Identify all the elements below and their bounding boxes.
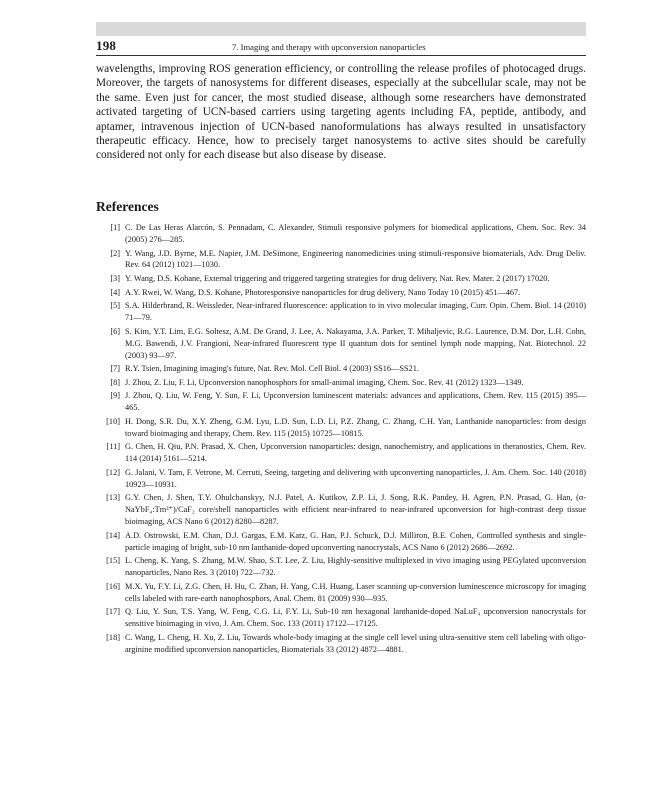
reference-item xyxy=(96,416,586,440)
running-title: 7. Imaging and therapy with upconversion nanoparticles xyxy=(232,42,426,52)
reference-text: L. Cheng, K. Yang, S. Zhang, M.W. Shao, S.T. Lee, Z. Liu, Highly-sensitive multiplexed in vivo imaging using PEGylated upconversion nanoparticles, Nano Res. 3 (2010) 722—732. xyxy=(125,556,586,578)
reference-number: [14] xyxy=(106,530,120,540)
reference-text: Q. Liu, Y. Sun, T.S. Yang, W. Feng, C.G. Li, F.Y. Li, Sub-10 nm hexagonal lanthanide-doped NaLuF₄ upconversion nanocrystals for sensitive bioimaging in vivo, J. Am. Chem. Soc. 133 (2011) 17122—17125. xyxy=(125,607,586,629)
reference-list xyxy=(96,222,586,657)
reference-number: [18] xyxy=(106,632,120,642)
reference-text: R.Y. Tsien, Imagining imaging's future, Nat. Rev. Mol. Cell Biol. 4 (2003) SS16—SS21. xyxy=(125,364,419,374)
reference-number: [3] xyxy=(110,274,120,283)
reference-item xyxy=(96,390,586,414)
reference-item xyxy=(96,632,586,656)
reference-number: [13] xyxy=(106,493,120,503)
reference-item xyxy=(96,530,586,554)
reference-text: G.Y. Chen, J. Shen, T.Y. Ohulchanskyy, N.J. Patel, A. Kutikov, Z.P. Li, J. Song, R.K. Pandey, H. Agren, P.N. Prasad, G. Han, (α-NaYbF₄:Tm³⁺)/CaF₂ core/shell nanoparticles with efficient near-infrared to near-infrared upconversion for high-contrast deep tissue bioimaging, ACS Nano 6 (2012) 8280—8287. xyxy=(125,493,586,527)
reference-number: [11] xyxy=(106,442,120,452)
reference-text: A.D. Ostrowski, E.M. Chan, D.J. Gargas, E.M. Katz, G. Han, P.J. Schuck, D.J. Milliron, B.E. Cohen, Controlled synthesis and single-particle imaging of bright, sub-10 nm lanthanide-doped upconverting nanocrystals, ACS Nano 6 (2012) 2686—2692. xyxy=(125,530,586,552)
header-bar xyxy=(96,22,586,36)
reference-number: [6] xyxy=(110,326,120,336)
reference-item xyxy=(96,467,586,491)
header-divider xyxy=(96,55,586,56)
reference-number: [4] xyxy=(110,287,120,297)
reference-number: [12] xyxy=(106,467,120,477)
reference-text: S. Kim, Y.T. Lim, E.G. Soltesz, A.M. De Grand, J. Lee, A. Nakayama, J.A. Parker, T. Mihaljevic, R.G. Laurence, D.M. Dor, L.H. Cohn, M.G. Bawendi, J.V. Frangioni, Near-infrared fluorescent type II quantum dots for sentinel lymph node mapping, Nat. Biotechnol. 22 (2003) 93—97. xyxy=(125,326,586,360)
reference-item xyxy=(96,377,586,389)
reference-text: S.A. Hilderbrand, R. Weissleder, Near-infrared fluorescence: application to in vivo molecular imaging, Curr. Opin. Chem. Biol. 14 (2010) 71—79. xyxy=(125,301,586,323)
reference-item xyxy=(96,441,586,465)
reference-number: [17] xyxy=(106,607,120,617)
reference-text: C. De Las Heras Alarcón, S. Pennadam, C. Alexander, Stimuli responsive polymers for biomedical applications, Chem. Soc. Rev. 34 (2005) 276—285. xyxy=(125,223,586,244)
reference-item xyxy=(96,326,586,362)
reference-number: [8] xyxy=(110,377,120,387)
references-heading: References xyxy=(96,199,159,214)
reference-number: [9] xyxy=(110,391,120,401)
reference-item xyxy=(96,363,586,375)
reference-text: Y. Wang, J.D. Byrne, M.E. Napier, J.M. DeSimone, Engineering nanomedicines using stimuli-responsive biomaterials, Adv. Drug Deliv. Rev. 64 (2012) 1021—1030. xyxy=(125,248,586,270)
reference-text: H. Dong, S.R. Du, X.Y. Zheng, G.M. Lyu, L.D. Sun, L.D. Li, P.Z. Zhang, C. Zhang, C.H. Yan, Lanthanide nanoparticles: from design toward bioimaging and therapy, Chem. Rev. 115 (2015) 10725—10815. xyxy=(125,416,586,438)
reference-text: G. Chen, H. Qiu, P.N. Prasad, X. Chen, Upconversion nanoparticles: design, nanochemistry, and applications in theranostics, Chem. Rev. 114 (2014) 5161—5214. xyxy=(125,442,586,464)
reference-text: M.X. Yu, F.Y. Li, Z.G. Chen, H. Hu, C. Zhan, H. Yang, C.H. Huang, Laser scanning up-conversion luminescence microscopy for imaging cells labeled with rare-earth nanophosphors, Anal. Chem. 81 (2009) 930—935. xyxy=(125,581,586,603)
reference-item xyxy=(96,287,586,299)
reference-item xyxy=(96,492,586,528)
reference-item xyxy=(96,300,586,324)
page-number: 198 xyxy=(96,38,117,53)
reference-item xyxy=(96,273,586,285)
reference-number: [5] xyxy=(110,301,120,311)
reference-text: G. Jalani, V. Tam, F. Vetrone, M. Cerruti, Seeing, targeting and delivering with upconverting nanoparticles, J. Am. Chem. Soc. 140 (2018) 10923—10931. xyxy=(125,467,586,489)
reference-number: [15] xyxy=(106,556,120,566)
reference-item xyxy=(96,606,586,630)
reference-number: [10] xyxy=(106,416,120,426)
reference-item xyxy=(96,581,586,605)
reference-text: A.Y. Rwei, W. Wang, D.S. Kohane, Photoresponsive nanoparticles for drug delivery, Nano Today 10 (2015) 451—467. xyxy=(125,287,521,297)
reference-text: C. Wang, L. Cheng, H. Xu, Z. Liu, Towards whole-body imaging at the single cell level using ultra-sensitive stem cell labeling with oligo-arginine modified upconversion nanoparticles, Biomaterials 33 (2012) 4872—4881. xyxy=(125,632,586,654)
reference-number: [16] xyxy=(106,581,120,591)
reference-text: Y. Wang, D.S. Kohane, External triggering and triggered targeting strategies for drug delivery, Nat. Rev. Mater. 2 (2017) 17020. xyxy=(125,274,550,283)
reference-number: [2] xyxy=(110,248,120,258)
reference-item xyxy=(96,248,586,272)
reference-number: [7] xyxy=(110,364,120,374)
reference-text: J. Zhou, Q. Liu, W. Feng, Y. Sun, F. Li, Upconversion luminescent materials: advances and applications, Chem. Rev. 115 (2015) 395—465. xyxy=(125,391,586,413)
reference-number: [1] xyxy=(110,223,120,232)
reference-item xyxy=(96,555,586,579)
reference-text: J. Zhou, Z. Liu, F. Li, Upconversion nanophosphors for small-animal imaging, Chem. Soc. Rev. 41 (2012) 1323—1349. xyxy=(125,377,524,387)
body-paragraph: wavelengths, improving ROS generation efficiency, or controlling the release profiles of photocaged drugs. Moreover, the targets of nanosystems for different diseases, especially at the subcellular scale, may not be the same. Even just for cancer, the most studied disease, although some researchers have demonstrated activated targeting of UCN-based carriers using targeting agents including FA, peptide, antibody, and aptamer, intravenous injection of UCN-based nanoformulations has always resulted in unsatisfactory therapeutic efficacy. Hence, how to precisely target nanosystems to active sites should be carefully considered not only for each disease but also disease by disease. xyxy=(96,63,586,162)
reference-item xyxy=(96,222,586,246)
